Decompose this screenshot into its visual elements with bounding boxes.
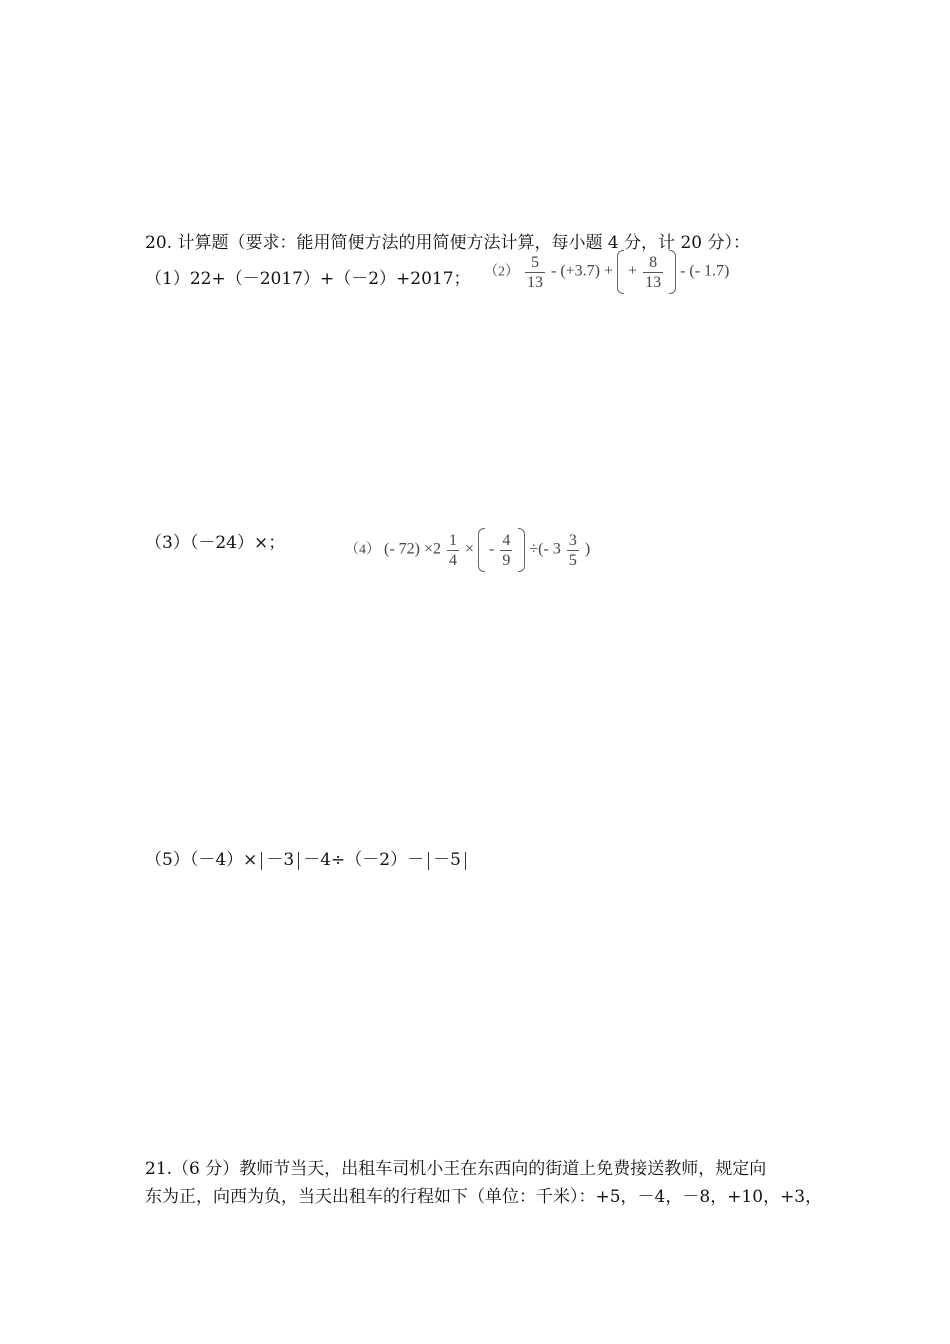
fraction-8-13: $\frac{8}{13}$: [645, 253, 662, 291]
fraction-5-13: $\frac{5}{13}$: [527, 253, 543, 291]
fraction-3-5: $\frac{3}{5}$: [568, 531, 577, 569]
problem-4-label: （4）: [345, 542, 380, 558]
fraction-1-4: $\frac{1}{4}$: [449, 531, 458, 569]
term-2: - (- 1.7): [680, 262, 730, 280]
problem-4: （4） (- 72) ×2 $\frac{1}{4}$ × - $\frac{4}{9}$ ÷(- 3 $\frac{3}{5}$ ): [345, 528, 590, 572]
term-1: - (+3.7) +: [551, 262, 614, 280]
fraction-4-9: $\frac{4}{9}$: [502, 531, 511, 569]
left-paren: [478, 528, 485, 572]
question-21-line-2: 东为正，向西为负，当天出租车的行程如下（单位：千米）：+5，－4，－8，+10，+3，: [145, 1187, 823, 1207]
abs-bar: [261, 852, 262, 870]
problem-3: （3）（－24）×；: [145, 533, 286, 553]
abs-bar: [298, 852, 299, 870]
right-paren: [518, 528, 525, 572]
problem-5: （5）（－4）× －3 －4÷（－2）－ －5: [145, 845, 470, 870]
abs-bar: [465, 852, 466, 870]
question-21-line-1: 21.（6 分）教师节当天，出租车司机小王在东西向的街道上免费接送教师，规定向: [145, 1159, 767, 1179]
problem-1: （1）22+（－2017）+（－2）+2017；: [145, 269, 471, 289]
left-paren: [617, 250, 624, 294]
problem-2: （2） $\frac{5}{13}$ - (+3.7) + + $\frac{8}{13}$ - (- 1.7): [484, 250, 729, 294]
problem-2-label: （2）: [484, 264, 519, 280]
right-paren: [669, 250, 676, 294]
question-20-heading: 20. 计算题（要求：能用简便方法的用简便方法计算，每小题 4 分，计 20 分）：: [145, 233, 751, 253]
abs-bar: [428, 852, 429, 870]
